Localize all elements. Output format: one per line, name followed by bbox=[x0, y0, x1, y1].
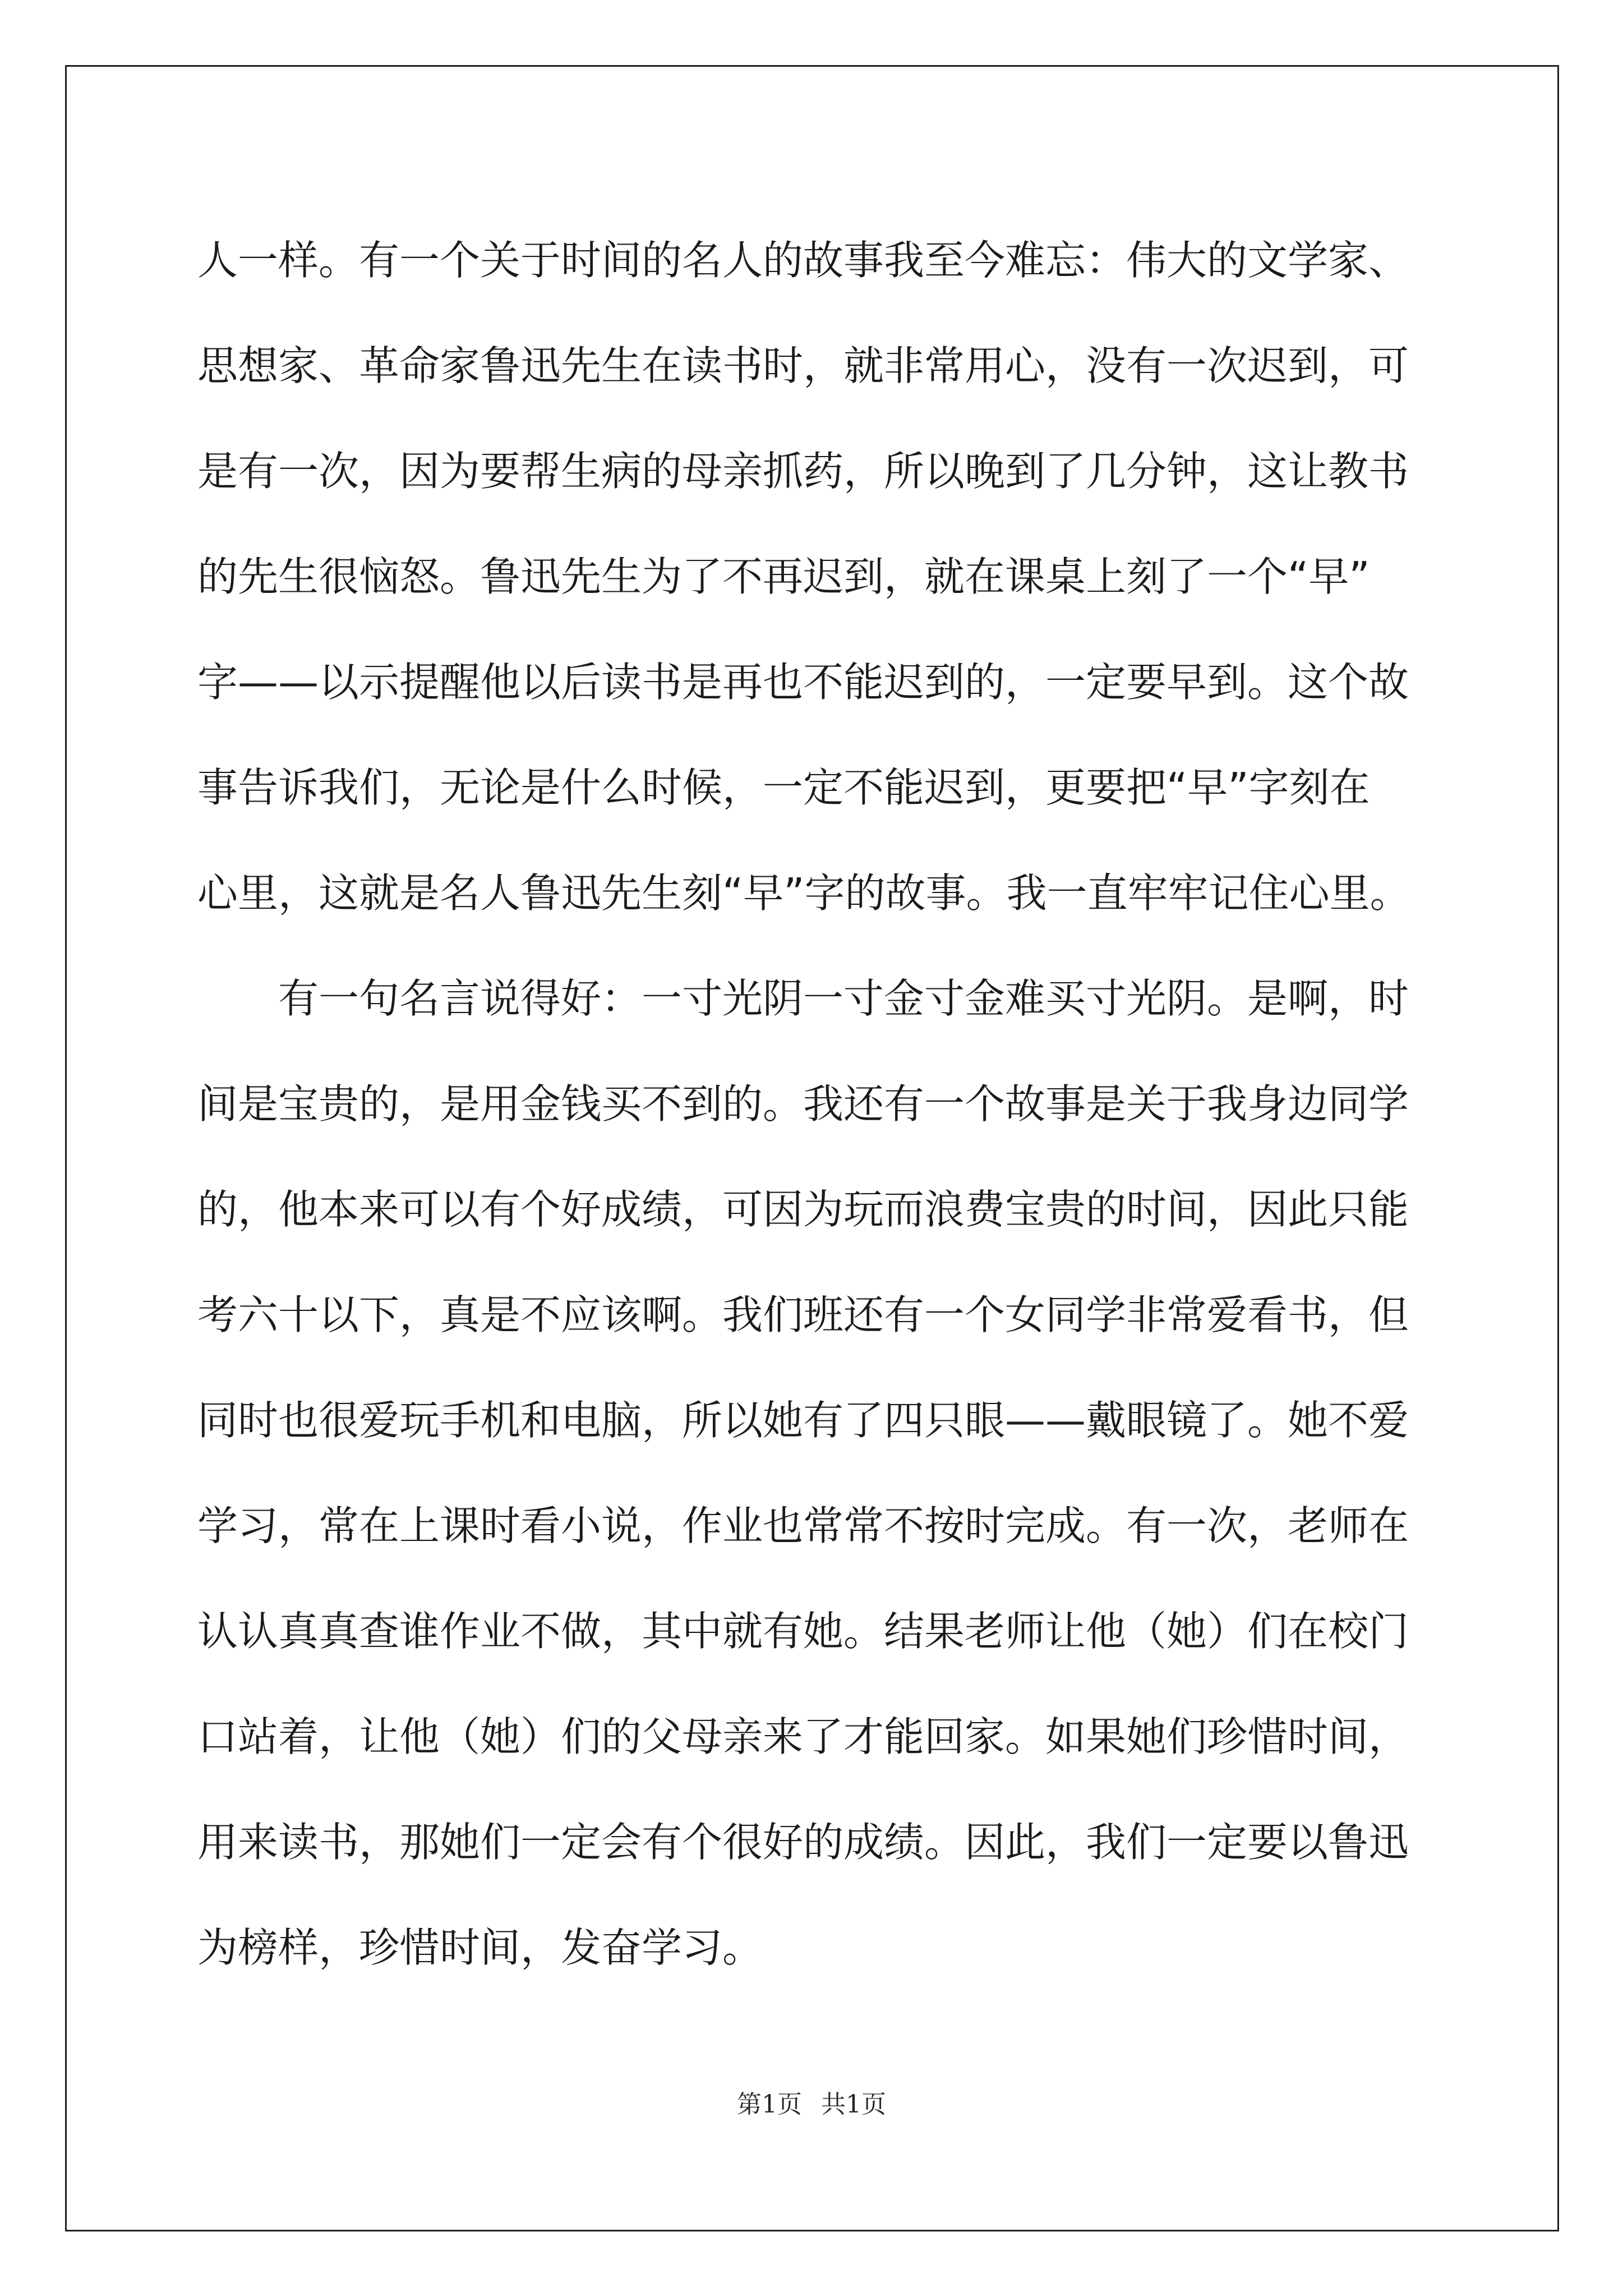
document-body bbox=[197, 208, 1437, 2000]
page-number-total: 共1页 bbox=[821, 2090, 886, 2119]
page-footer bbox=[0, 2084, 1623, 2120]
text-line: 认认真真查谁作业不做，其中就有她。结果老师让他（她）们在校门 bbox=[197, 1608, 1409, 1655]
text-line: 口站着，让他（她）们的父母亲来了才能回家。如果她们珍惜时间， bbox=[197, 1713, 1409, 1760]
text-line: 用来读书，那她们一定会有个很好的成绩。因此，我们一定要以鲁迅 bbox=[197, 1819, 1409, 1866]
text-line: 是有一次，因为要帮生病的母亲抓药，所以晚到了几分钟，这让教书 bbox=[197, 448, 1409, 495]
text-line: 字——以示提醒他以后读书是再也不能迟到的，一定要早到。这个故 bbox=[197, 659, 1409, 706]
text-line: 间是宝贵的，是用金钱买不到的。我还有一个故事是关于我身边同学 bbox=[197, 1080, 1409, 1128]
text-line: 事告诉我们，无论是什么时候，一定不能迟到，更要把“早”字刻在 bbox=[197, 764, 1370, 811]
text-line: 为榜样，珍惜时间，发奋学习。 bbox=[197, 1924, 763, 1971]
text-line: 同时也很爱玩手机和电脑，所以她有了四只眼——戴眼镜了。她不爱 bbox=[197, 1397, 1409, 1444]
page-number-current: 第1页 bbox=[737, 2090, 802, 2119]
text-line: 的先生很恼怒。鲁迅先生为了不再迟到，就在课桌上刻了一个“早” bbox=[197, 553, 1370, 600]
paragraph-start-line: 有一句名言说得好：一寸光阴一寸金寸金难买寸光阴。是啊，时 bbox=[278, 975, 1409, 1022]
text-line: 的，他本来可以有个好成绩，可因为玩而浪费宝贵的时间，因此只能 bbox=[197, 1186, 1409, 1233]
text-line: 心里，这就是名人鲁迅先生刻“早”字的故事。我一直牢牢记住心里。 bbox=[197, 869, 1410, 917]
text-line: 学习，常在上课时看小说，作业也常常不按时完成。有一次，老师在 bbox=[197, 1502, 1409, 1549]
text-line: 思想家、革命家鲁迅先生在读书时，就非常用心，没有一次迟到，可 bbox=[197, 342, 1409, 389]
text-line: 考六十以下，真是不应该啊。我们班还有一个女同学非常爱看书，但 bbox=[197, 1291, 1409, 1338]
text-line: 人一样。有一个关于时间的名人的故事我至今难忘：伟大的文学家、 bbox=[197, 237, 1409, 284]
